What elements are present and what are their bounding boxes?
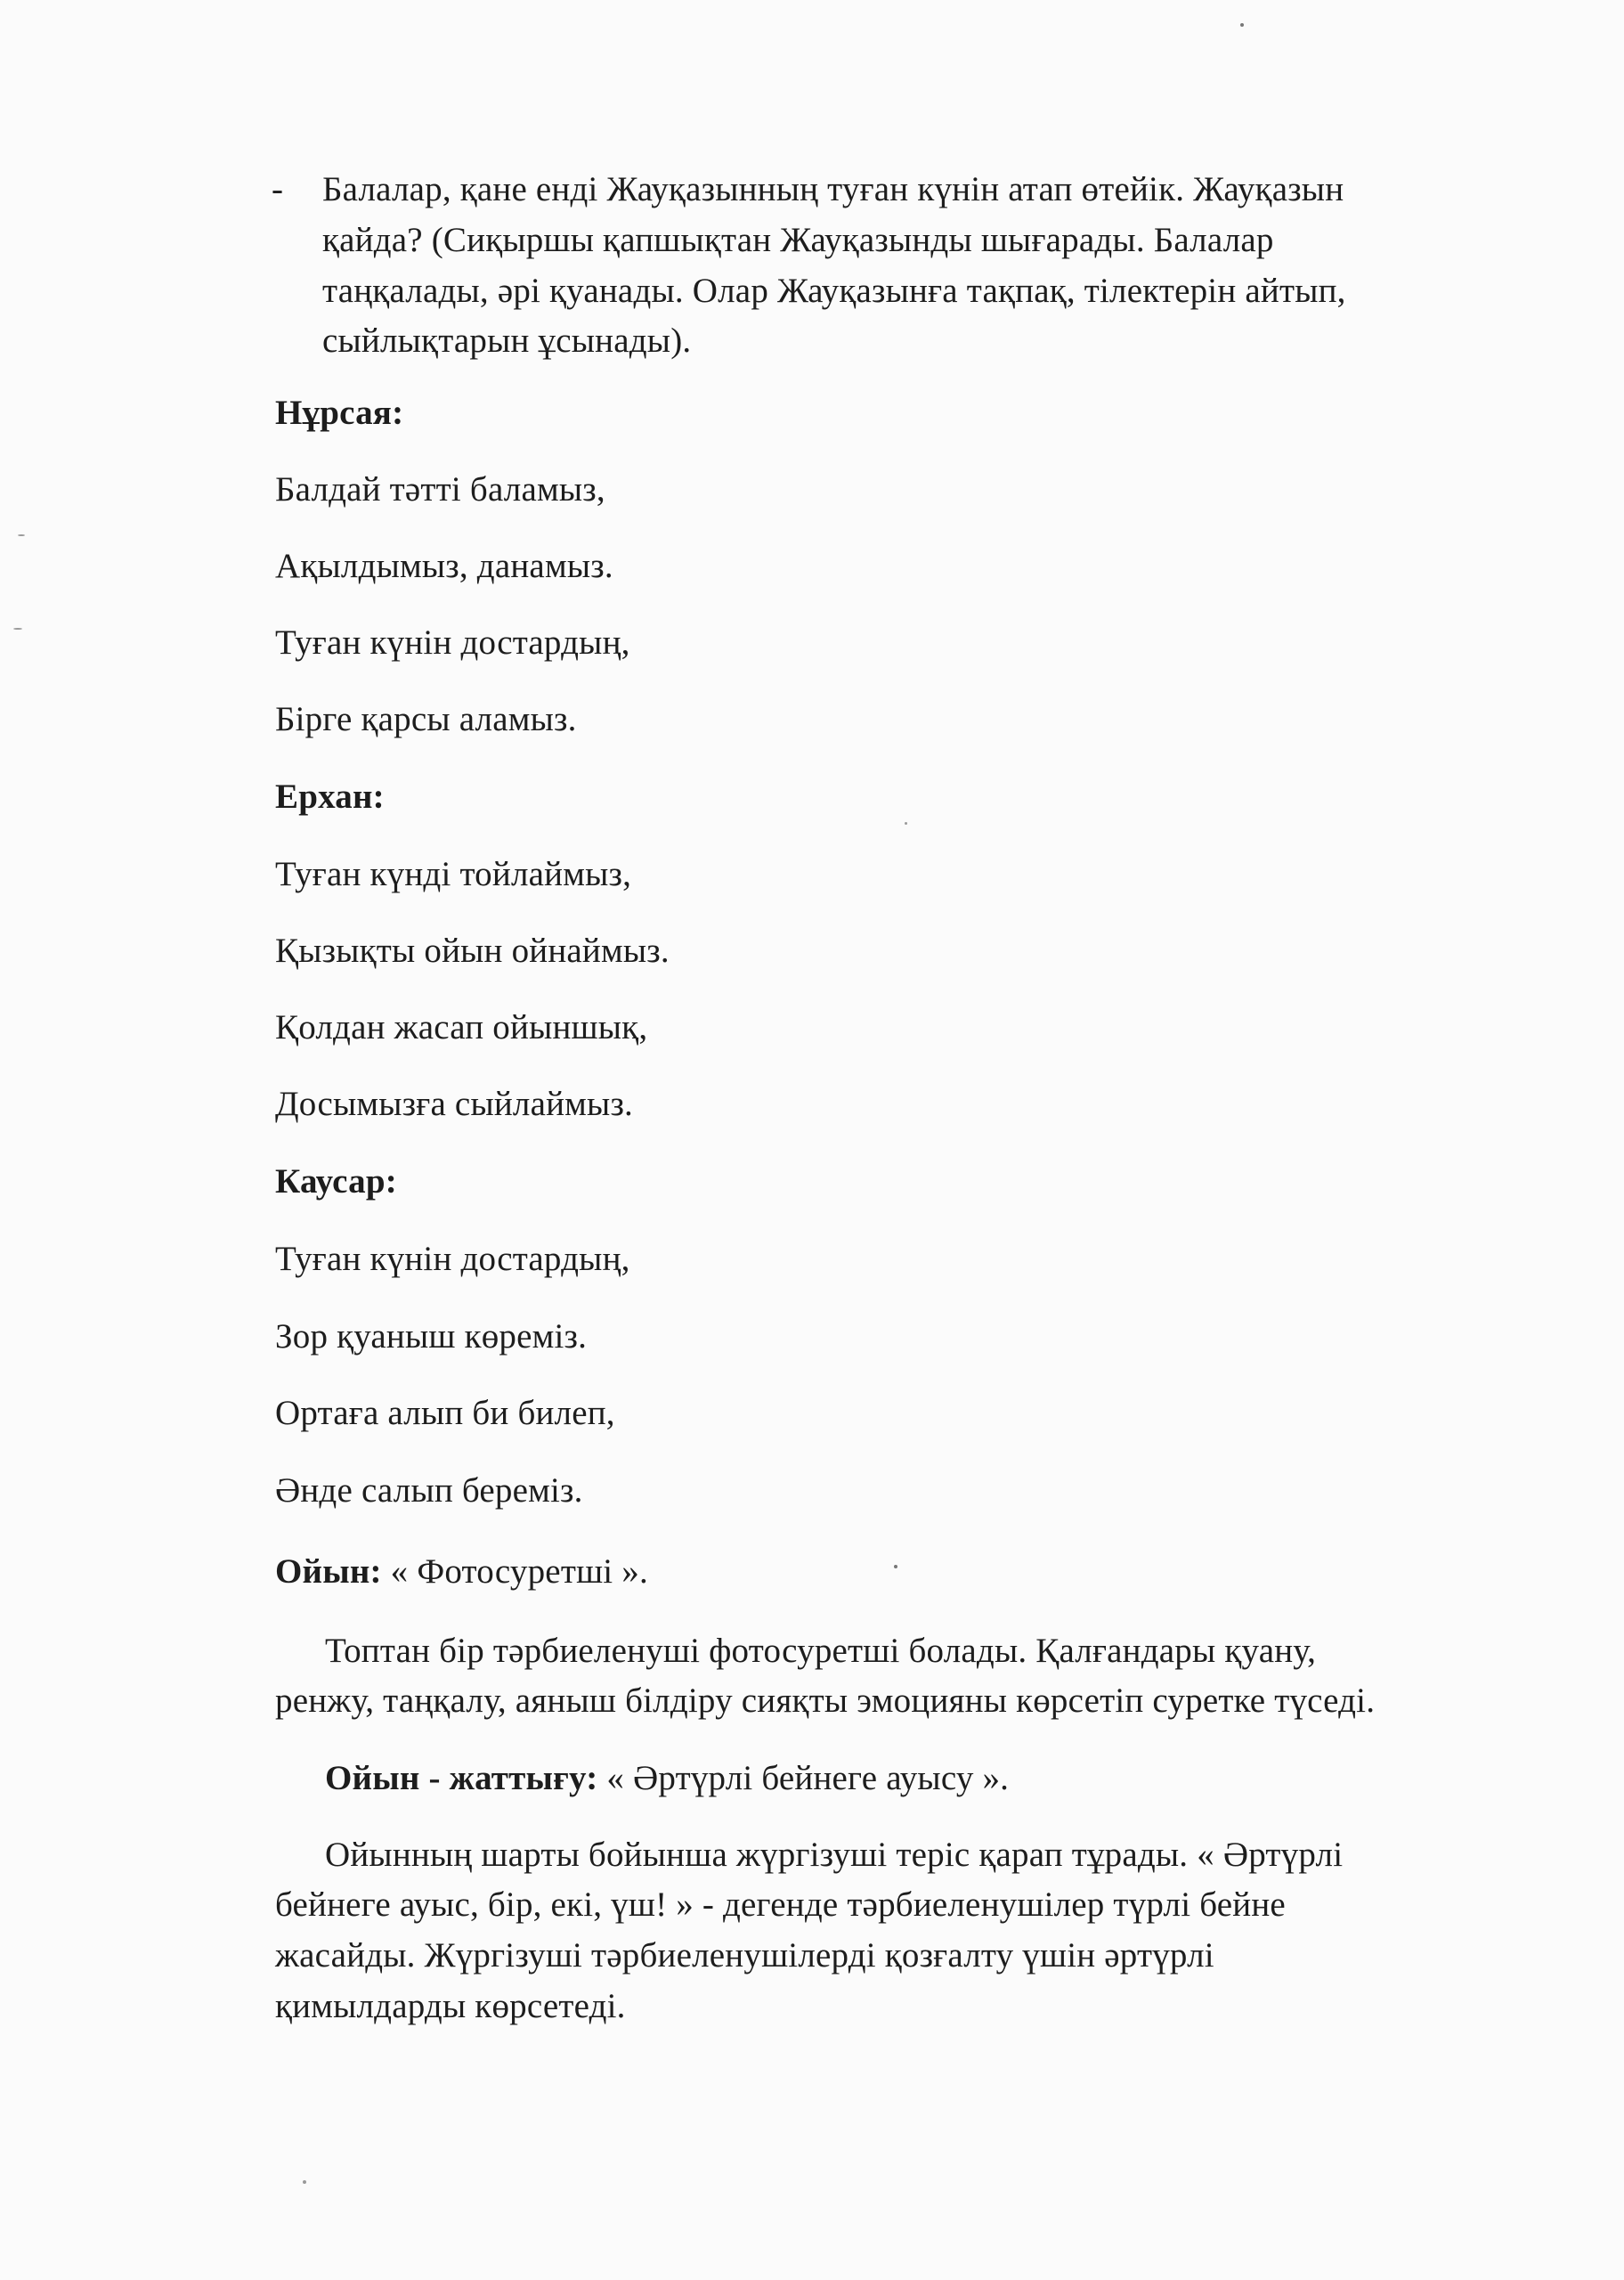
verse-line: Туған күнді тойлаймыз, xyxy=(275,855,632,893)
scan-speck xyxy=(303,2180,306,2184)
game-description-line: жасайды. Жүргізуші тәрбиеленушілерді қозғалту үшін әртүрлі xyxy=(275,1936,1214,1975)
scan-speck xyxy=(905,822,907,825)
game-heading xyxy=(275,1547,648,1597)
scan-speck xyxy=(18,534,25,536)
game-title: « Фотосуретші ». xyxy=(381,1552,648,1591)
verse-line: Бірге қарсы аламыз. xyxy=(275,700,577,738)
scan-speck xyxy=(1240,23,1244,27)
game-label: Ойын: xyxy=(275,1552,382,1591)
verse-line: Ортаға алып би билеп, xyxy=(275,1394,615,1432)
intro-line-2: қайда? (Сиқыршы қапшықтан Жауқазынды шығарады. Балалар xyxy=(322,221,1274,259)
speaker-name: Ерхан: xyxy=(275,778,385,816)
verse-line: Ақылдымыз, данамыз. xyxy=(275,547,613,585)
game-description-line: қимылдарды көрсетеді. xyxy=(275,1987,626,2025)
intro-line-4: сыйлықтарын ұсынады). xyxy=(322,322,692,360)
speaker-name: Каусар: xyxy=(275,1162,397,1201)
game-description-line: Топтан бір тәрбиеленуші фотосуретші болады. Қалғандары қуану, xyxy=(325,1632,1317,1670)
intro-line-3: таңқалады, әрі қуанады. Олар Жауқазынға тақпақ, тілектерін айтып, xyxy=(322,272,1346,310)
game-title: « Әртүрлі бейнеге ауысу ». xyxy=(597,1759,1010,1797)
scan-speck xyxy=(894,1565,897,1568)
scan-speck xyxy=(13,628,22,630)
verse-line: Зор қуаныш көреміз. xyxy=(275,1317,588,1356)
verse-line: Туған күнін достардың, xyxy=(275,623,630,662)
verse-line: Досымызға сыйлаймыз. xyxy=(275,1085,633,1123)
verse-line: Балдай тәтті баламыз, xyxy=(275,470,605,509)
list-bullet: - xyxy=(272,170,283,208)
game-label: Ойын - жаттығу: xyxy=(325,1759,598,1797)
game-description-line: ренжу, таңқалу, аяныш білдіру сияқты эмоцияны көрсетіп суретке түседі. xyxy=(275,1682,1376,1720)
intro-line-1: Балалар, қане енді Жауқазынның туған күнін атап өтейік. Жауқазын xyxy=(322,170,1344,208)
game-description-line: бейнеге ауыс, бір, екі, үш! » - дегенде тәрбиеленушілер түрлі бейне xyxy=(275,1885,1286,1924)
game-description-line: Ойынның шарты бойынша жүргізуші теріс қарап тұрады. « Әртүрлі xyxy=(325,1836,1344,1874)
speaker-name: Нұрсая: xyxy=(275,394,404,432)
verse-line: Туған күнін достардың, xyxy=(275,1240,630,1278)
game-heading xyxy=(325,1754,1009,1804)
verse-line: Қызықты ойын ойнаймыз. xyxy=(275,932,670,970)
verse-line: Қолдан жасап ойыншық, xyxy=(275,1008,648,1046)
verse-line: Әнде салып береміз. xyxy=(275,1471,583,1510)
